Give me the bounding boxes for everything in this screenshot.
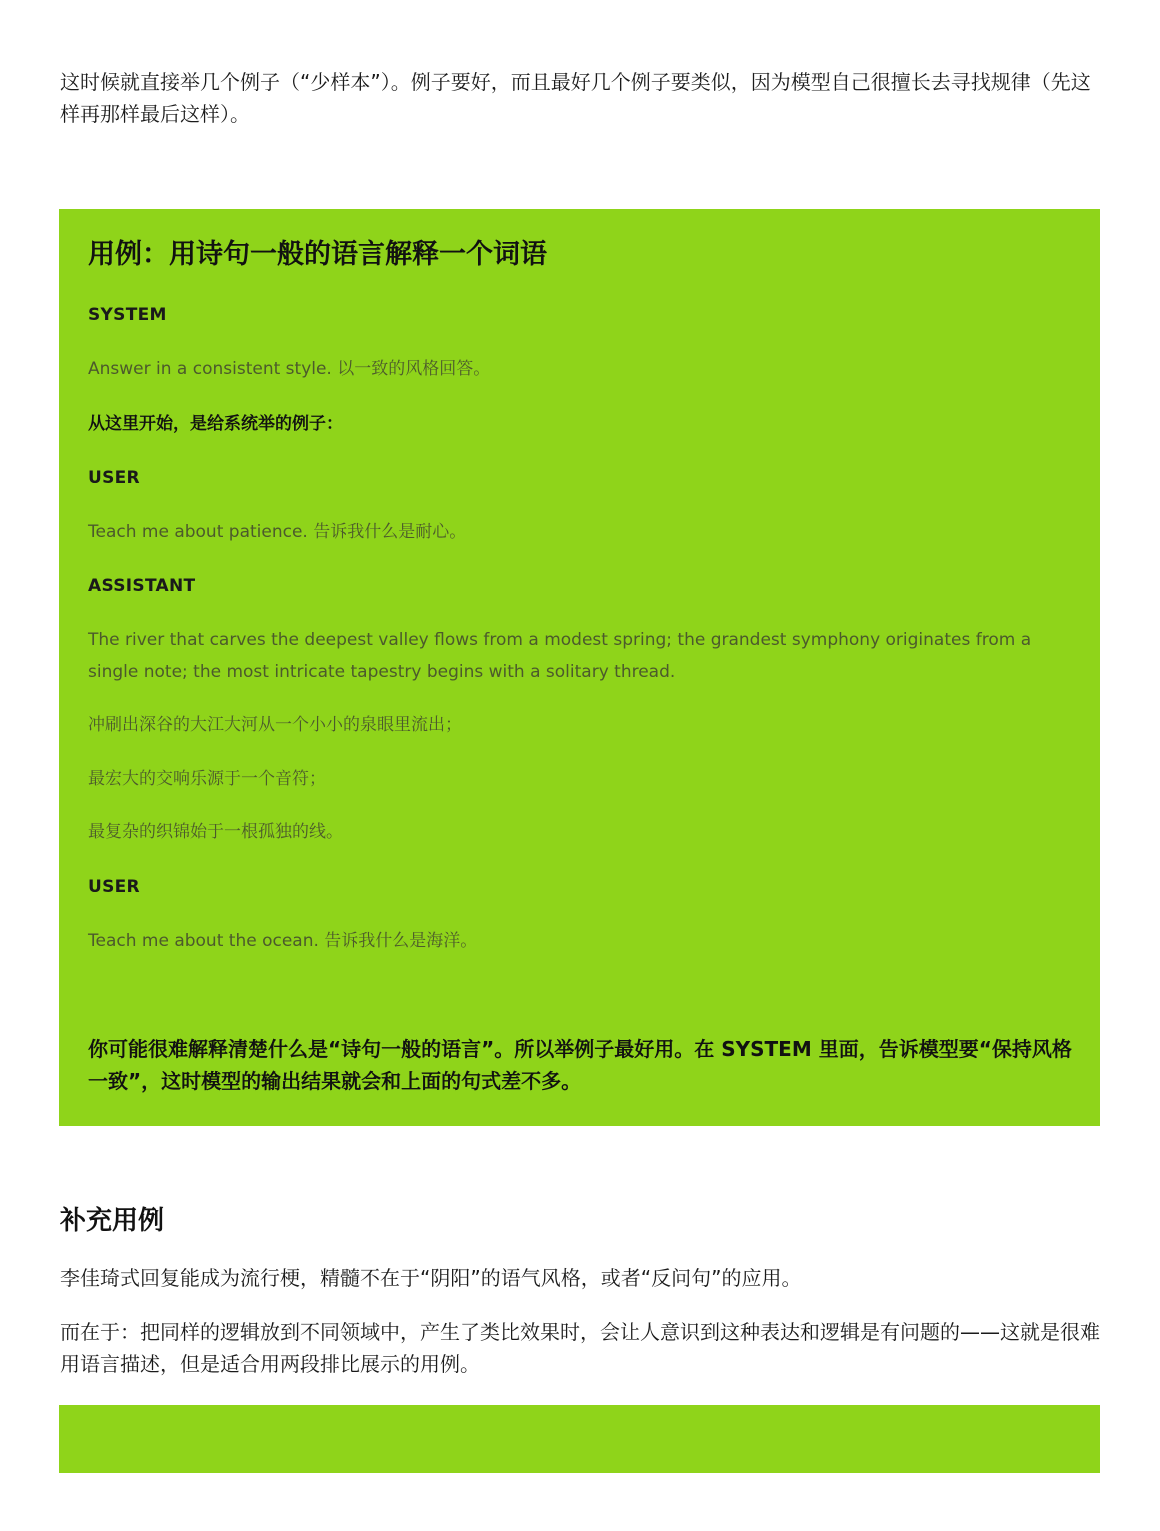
examples-note: 从这里开始，是给系统举的例子：: [88, 414, 343, 434]
intro-paragraph: 这时候就直接举几个例子（“少样本”）。例子要好，而且最好几个例子要类似，因为模型自己很擅长去寻找规律（先这样再那样最后这样）。: [60, 70, 1091, 126]
assistant-line-1: 冲刷出深谷的大江大河从一个小小的泉眼里流出；: [88, 715, 462, 735]
supplement-paragraph-2: 而在于：把同样的逻辑放到不同领域中，产生了类比效果时，会让人意识到这种表达和逻辑是有问题的——这就是很难用语言描述，但是适合用两段排比展示的用例。: [60, 1320, 1100, 1376]
section-heading: 补充用例: [60, 1206, 165, 1236]
user-role-label-2: USER: [88, 877, 140, 897]
user-message: Teach me about patience. 告诉我什么是耐心。: [88, 522, 467, 542]
user-message-2: Teach me about the ocean. 告诉我什么是海洋。: [88, 931, 478, 951]
example-summary: 你可能很难解释清楚什么是“诗句一般的语言”。所以举例子最好用。在 SYSTEM 里面，告诉模型要“保持风格一致”，这时模型的输出结果就会和上面的句式差不多。: [88, 1037, 1072, 1093]
system-role-label: SYSTEM: [88, 305, 167, 325]
example-card: [59, 209, 1100, 1126]
supplement-paragraph-1: 李佳琦式回复能成为流行梗，精髓不在于“阴阳”的语气风格，或者“反问句”的应用。: [60, 1266, 802, 1290]
example-card-top: [59, 1405, 1100, 1473]
example-title: 用例：用诗句一般的语言解释一个词语: [88, 239, 547, 270]
assistant-role-label: ASSISTANT: [88, 576, 196, 596]
assistant-line-3: 最复杂的织锦始于一根孤独的线。: [88, 822, 343, 842]
user-role-label: USER: [88, 468, 140, 488]
assistant-line-2: 最宏大的交响乐源于一个音符；: [88, 769, 326, 789]
assistant-message-english: The river that carves the deepest valley flows from a modest spring; the grandest symphony originates from a single note; the most intricate tapestry begins with a solitary thread.: [88, 630, 1032, 682]
system-message: Answer in a consistent style. 以一致的风格回答。: [88, 359, 491, 379]
